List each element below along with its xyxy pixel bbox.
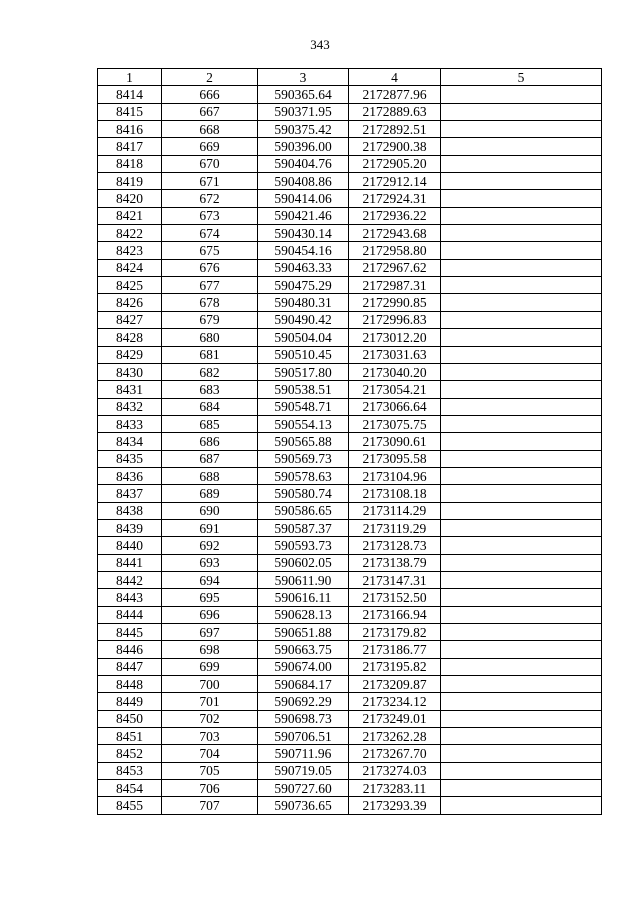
point-number-cell: 8425: [98, 277, 162, 294]
index-cell: 667: [162, 103, 258, 120]
point-number-cell: 8422: [98, 225, 162, 242]
y-coordinate-cell: 2172967.62: [349, 259, 441, 276]
note-cell: [441, 606, 602, 623]
x-coordinate-cell: 590569.73: [258, 450, 349, 467]
y-coordinate-cell: 2173293.39: [349, 797, 441, 814]
note-cell: [441, 138, 602, 155]
index-cell: 680: [162, 329, 258, 346]
table-row: [98, 485, 602, 502]
note-cell: [441, 259, 602, 276]
point-number-cell: 8419: [98, 173, 162, 190]
table-row: [98, 242, 602, 259]
index-cell: 705: [162, 762, 258, 779]
index-cell: 678: [162, 294, 258, 311]
y-coordinate-cell: 2173040.20: [349, 363, 441, 380]
table-row: [98, 519, 602, 536]
table-row: [98, 467, 602, 484]
point-number-cell: 8449: [98, 693, 162, 710]
table-row: [98, 86, 602, 103]
point-number-cell: 8440: [98, 537, 162, 554]
x-coordinate-cell: 590602.05: [258, 554, 349, 571]
table-row: [98, 745, 602, 762]
y-coordinate-cell: 2172905.20: [349, 155, 441, 172]
point-number-cell: 8424: [98, 259, 162, 276]
x-coordinate-cell: 590421.46: [258, 207, 349, 224]
y-coordinate-cell: 2173267.70: [349, 745, 441, 762]
y-coordinate-cell: 2173114.29: [349, 502, 441, 519]
point-number-cell: 8433: [98, 415, 162, 432]
x-coordinate-cell: 590692.29: [258, 693, 349, 710]
table-row: [98, 363, 602, 380]
table-row: [98, 797, 602, 814]
index-cell: 704: [162, 745, 258, 762]
point-number-cell: 8435: [98, 450, 162, 467]
note-cell: [441, 155, 602, 172]
x-coordinate-cell: 590578.63: [258, 467, 349, 484]
y-coordinate-cell: 2172996.83: [349, 311, 441, 328]
x-coordinate-cell: 590565.88: [258, 433, 349, 450]
y-coordinate-cell: 2173031.63: [349, 346, 441, 363]
y-coordinate-cell: 2173262.28: [349, 728, 441, 745]
note-cell: [441, 762, 602, 779]
x-coordinate-cell: 590408.86: [258, 173, 349, 190]
y-coordinate-cell: 2173128.73: [349, 537, 441, 554]
x-coordinate-cell: 590517.80: [258, 363, 349, 380]
y-coordinate-cell: 2172912.14: [349, 173, 441, 190]
point-number-cell: 8444: [98, 606, 162, 623]
index-cell: 682: [162, 363, 258, 380]
table-row: [98, 311, 602, 328]
x-coordinate-cell: 590548.71: [258, 398, 349, 415]
note-cell: [441, 225, 602, 242]
y-coordinate-cell: 2173283.11: [349, 780, 441, 797]
point-number-cell: 8443: [98, 589, 162, 606]
y-coordinate-cell: 2173249.01: [349, 710, 441, 727]
index-cell: 668: [162, 121, 258, 138]
index-cell: 697: [162, 624, 258, 641]
note-cell: [441, 207, 602, 224]
table-row: [98, 121, 602, 138]
table-row: [98, 450, 602, 467]
point-number-cell: 8426: [98, 294, 162, 311]
y-coordinate-cell: 2173108.18: [349, 485, 441, 502]
point-number-cell: 8453: [98, 762, 162, 779]
table-row: [98, 502, 602, 519]
table-row: [98, 329, 602, 346]
column-header-4: 4: [349, 69, 441, 86]
point-number-cell: 8439: [98, 519, 162, 536]
note-cell: [441, 381, 602, 398]
table-row: [98, 780, 602, 797]
note-cell: [441, 277, 602, 294]
table-row: [98, 103, 602, 120]
table-row: [98, 277, 602, 294]
index-cell: 707: [162, 797, 258, 814]
y-coordinate-cell: 2173152.50: [349, 589, 441, 606]
index-cell: 690: [162, 502, 258, 519]
x-coordinate-cell: 590365.64: [258, 86, 349, 103]
y-coordinate-cell: 2173209.87: [349, 676, 441, 693]
point-number-cell: 8447: [98, 658, 162, 675]
point-number-cell: 8431: [98, 381, 162, 398]
x-coordinate-cell: 590651.88: [258, 624, 349, 641]
y-coordinate-cell: 2172889.63: [349, 103, 441, 120]
point-number-cell: 8452: [98, 745, 162, 762]
y-coordinate-cell: 2173066.64: [349, 398, 441, 415]
page-number: 343: [310, 37, 330, 52]
table-row: [98, 381, 602, 398]
index-cell: 670: [162, 155, 258, 172]
point-number-cell: 8429: [98, 346, 162, 363]
y-coordinate-cell: 2173186.77: [349, 641, 441, 658]
index-cell: 696: [162, 606, 258, 623]
point-number-cell: 8451: [98, 728, 162, 745]
note-cell: [441, 485, 602, 502]
x-coordinate-cell: 590375.42: [258, 121, 349, 138]
index-cell: 695: [162, 589, 258, 606]
table-row: [98, 173, 602, 190]
x-coordinate-cell: 590580.74: [258, 485, 349, 502]
header-row: [98, 69, 602, 86]
index-cell: 694: [162, 571, 258, 588]
index-cell: 699: [162, 658, 258, 675]
column-header-2: 2: [162, 69, 258, 86]
note-cell: [441, 294, 602, 311]
x-coordinate-cell: 590480.31: [258, 294, 349, 311]
note-cell: [441, 467, 602, 484]
table-body: [98, 86, 602, 814]
index-cell: 684: [162, 398, 258, 415]
table-row: [98, 259, 602, 276]
point-number-cell: 8437: [98, 485, 162, 502]
note-cell: [441, 86, 602, 103]
index-cell: 686: [162, 433, 258, 450]
x-coordinate-cell: 590371.95: [258, 103, 349, 120]
index-cell: 689: [162, 485, 258, 502]
x-coordinate-cell: 590587.37: [258, 519, 349, 536]
y-coordinate-cell: 2173090.61: [349, 433, 441, 450]
x-coordinate-cell: 590404.76: [258, 155, 349, 172]
y-coordinate-cell: 2172924.31: [349, 190, 441, 207]
point-number-cell: 8420: [98, 190, 162, 207]
x-coordinate-cell: 590510.45: [258, 346, 349, 363]
coordinates-table: [97, 68, 602, 815]
table-row: [98, 415, 602, 432]
y-coordinate-cell: 2173274.03: [349, 762, 441, 779]
index-cell: 674: [162, 225, 258, 242]
note-cell: [441, 693, 602, 710]
point-number-cell: 8442: [98, 571, 162, 588]
x-coordinate-cell: 590475.29: [258, 277, 349, 294]
table-row: [98, 346, 602, 363]
note-cell: [441, 641, 602, 658]
y-coordinate-cell: 2172877.96: [349, 86, 441, 103]
x-coordinate-cell: 590538.51: [258, 381, 349, 398]
y-coordinate-cell: 2173012.20: [349, 329, 441, 346]
table-row: [98, 433, 602, 450]
x-coordinate-cell: 590490.42: [258, 311, 349, 328]
point-number-cell: 8445: [98, 624, 162, 641]
x-coordinate-cell: 590611.90: [258, 571, 349, 588]
index-cell: 681: [162, 346, 258, 363]
note-cell: [441, 433, 602, 450]
column-header-1: 1: [98, 69, 162, 86]
index-cell: 677: [162, 277, 258, 294]
y-coordinate-cell: 2173119.29: [349, 519, 441, 536]
column-header-5: 5: [441, 69, 602, 86]
y-coordinate-cell: 2172943.68: [349, 225, 441, 242]
note-cell: [441, 311, 602, 328]
note-cell: [441, 571, 602, 588]
note-cell: [441, 346, 602, 363]
table-row: [98, 155, 602, 172]
note-cell: [441, 589, 602, 606]
x-coordinate-cell: 590554.13: [258, 415, 349, 432]
table-row: [98, 693, 602, 710]
index-cell: 669: [162, 138, 258, 155]
point-number-cell: 8432: [98, 398, 162, 415]
x-coordinate-cell: 590593.73: [258, 537, 349, 554]
note-cell: [441, 780, 602, 797]
y-coordinate-cell: 2172990.85: [349, 294, 441, 311]
point-number-cell: 8446: [98, 641, 162, 658]
note-cell: [441, 728, 602, 745]
note-cell: [441, 658, 602, 675]
table-row: [98, 398, 602, 415]
point-number-cell: 8414: [98, 86, 162, 103]
y-coordinate-cell: 2173104.96: [349, 467, 441, 484]
x-coordinate-cell: 590616.11: [258, 589, 349, 606]
index-cell: 702: [162, 710, 258, 727]
note-cell: [441, 329, 602, 346]
index-cell: 687: [162, 450, 258, 467]
point-number-cell: 8438: [98, 502, 162, 519]
column-header-3: 3: [258, 69, 349, 86]
index-cell: 676: [162, 259, 258, 276]
index-cell: 691: [162, 519, 258, 536]
x-coordinate-cell: 590674.00: [258, 658, 349, 675]
point-number-cell: 8450: [98, 710, 162, 727]
x-coordinate-cell: 590586.65: [258, 502, 349, 519]
point-number-cell: 8416: [98, 121, 162, 138]
note-cell: [441, 502, 602, 519]
index-cell: 679: [162, 311, 258, 328]
table-row: [98, 207, 602, 224]
y-coordinate-cell: 2173054.21: [349, 381, 441, 398]
note-cell: [441, 415, 602, 432]
index-cell: 673: [162, 207, 258, 224]
x-coordinate-cell: 590504.04: [258, 329, 349, 346]
y-coordinate-cell: 2172987.31: [349, 277, 441, 294]
note-cell: [441, 450, 602, 467]
note-cell: [441, 103, 602, 120]
table-row: [98, 225, 602, 242]
note-cell: [441, 519, 602, 536]
y-coordinate-cell: 2173195.82: [349, 658, 441, 675]
y-coordinate-cell: 2172892.51: [349, 121, 441, 138]
note-cell: [441, 710, 602, 727]
point-number-cell: 8428: [98, 329, 162, 346]
table-row: [98, 294, 602, 311]
x-coordinate-cell: 590454.16: [258, 242, 349, 259]
table-header: [98, 69, 602, 86]
index-cell: 701: [162, 693, 258, 710]
note-cell: [441, 554, 602, 571]
note-cell: [441, 676, 602, 693]
note-cell: [441, 242, 602, 259]
index-cell: 685: [162, 415, 258, 432]
index-cell: 666: [162, 86, 258, 103]
y-coordinate-cell: 2173075.75: [349, 415, 441, 432]
point-number-cell: 8423: [98, 242, 162, 259]
table-row: [98, 537, 602, 554]
index-cell: 683: [162, 381, 258, 398]
x-coordinate-cell: 590628.13: [258, 606, 349, 623]
point-number-cell: 8436: [98, 467, 162, 484]
table-row: [98, 606, 602, 623]
note-cell: [441, 173, 602, 190]
table-row: [98, 762, 602, 779]
index-cell: 692: [162, 537, 258, 554]
note-cell: [441, 121, 602, 138]
x-coordinate-cell: 590430.14: [258, 225, 349, 242]
index-cell: 672: [162, 190, 258, 207]
x-coordinate-cell: 590396.00: [258, 138, 349, 155]
table-row: [98, 589, 602, 606]
note-cell: [441, 537, 602, 554]
x-coordinate-cell: 590414.06: [258, 190, 349, 207]
y-coordinate-cell: 2173095.58: [349, 450, 441, 467]
table-row: [98, 190, 602, 207]
x-coordinate-cell: 590684.17: [258, 676, 349, 693]
point-number-cell: 8430: [98, 363, 162, 380]
table-row: [98, 138, 602, 155]
note-cell: [441, 363, 602, 380]
index-cell: 698: [162, 641, 258, 658]
x-coordinate-cell: 590706.51: [258, 728, 349, 745]
index-cell: 688: [162, 467, 258, 484]
point-number-cell: 8421: [98, 207, 162, 224]
index-cell: 700: [162, 676, 258, 693]
table-row: [98, 676, 602, 693]
y-coordinate-cell: 2173147.31: [349, 571, 441, 588]
point-number-cell: 8427: [98, 311, 162, 328]
y-coordinate-cell: 2173166.94: [349, 606, 441, 623]
note-cell: [441, 624, 602, 641]
table-row: [98, 728, 602, 745]
x-coordinate-cell: 590736.65: [258, 797, 349, 814]
table-row: [98, 624, 602, 641]
note-cell: [441, 745, 602, 762]
point-number-cell: 8417: [98, 138, 162, 155]
note-cell: [441, 190, 602, 207]
y-coordinate-cell: 2173234.12: [349, 693, 441, 710]
table-row: [98, 641, 602, 658]
table-row: [98, 554, 602, 571]
y-coordinate-cell: 2172900.38: [349, 138, 441, 155]
y-coordinate-cell: 2173138.79: [349, 554, 441, 571]
index-cell: 671: [162, 173, 258, 190]
y-coordinate-cell: 2172958.80: [349, 242, 441, 259]
table-row: [98, 658, 602, 675]
index-cell: 703: [162, 728, 258, 745]
x-coordinate-cell: 590711.96: [258, 745, 349, 762]
point-number-cell: 8441: [98, 554, 162, 571]
x-coordinate-cell: 590663.75: [258, 641, 349, 658]
x-coordinate-cell: 590463.33: [258, 259, 349, 276]
index-cell: 693: [162, 554, 258, 571]
x-coordinate-cell: 590719.05: [258, 762, 349, 779]
table-row: [98, 710, 602, 727]
y-coordinate-cell: 2172936.22: [349, 207, 441, 224]
table-row: [98, 571, 602, 588]
point-number-cell: 8434: [98, 433, 162, 450]
index-cell: 675: [162, 242, 258, 259]
note-cell: [441, 398, 602, 415]
point-number-cell: 8418: [98, 155, 162, 172]
x-coordinate-cell: 590698.73: [258, 710, 349, 727]
point-number-cell: 8454: [98, 780, 162, 797]
note-cell: [441, 797, 602, 814]
y-coordinate-cell: 2173179.82: [349, 624, 441, 641]
point-number-cell: 8448: [98, 676, 162, 693]
point-number-cell: 8455: [98, 797, 162, 814]
index-cell: 706: [162, 780, 258, 797]
x-coordinate-cell: 590727.60: [258, 780, 349, 797]
point-number-cell: 8415: [98, 103, 162, 120]
